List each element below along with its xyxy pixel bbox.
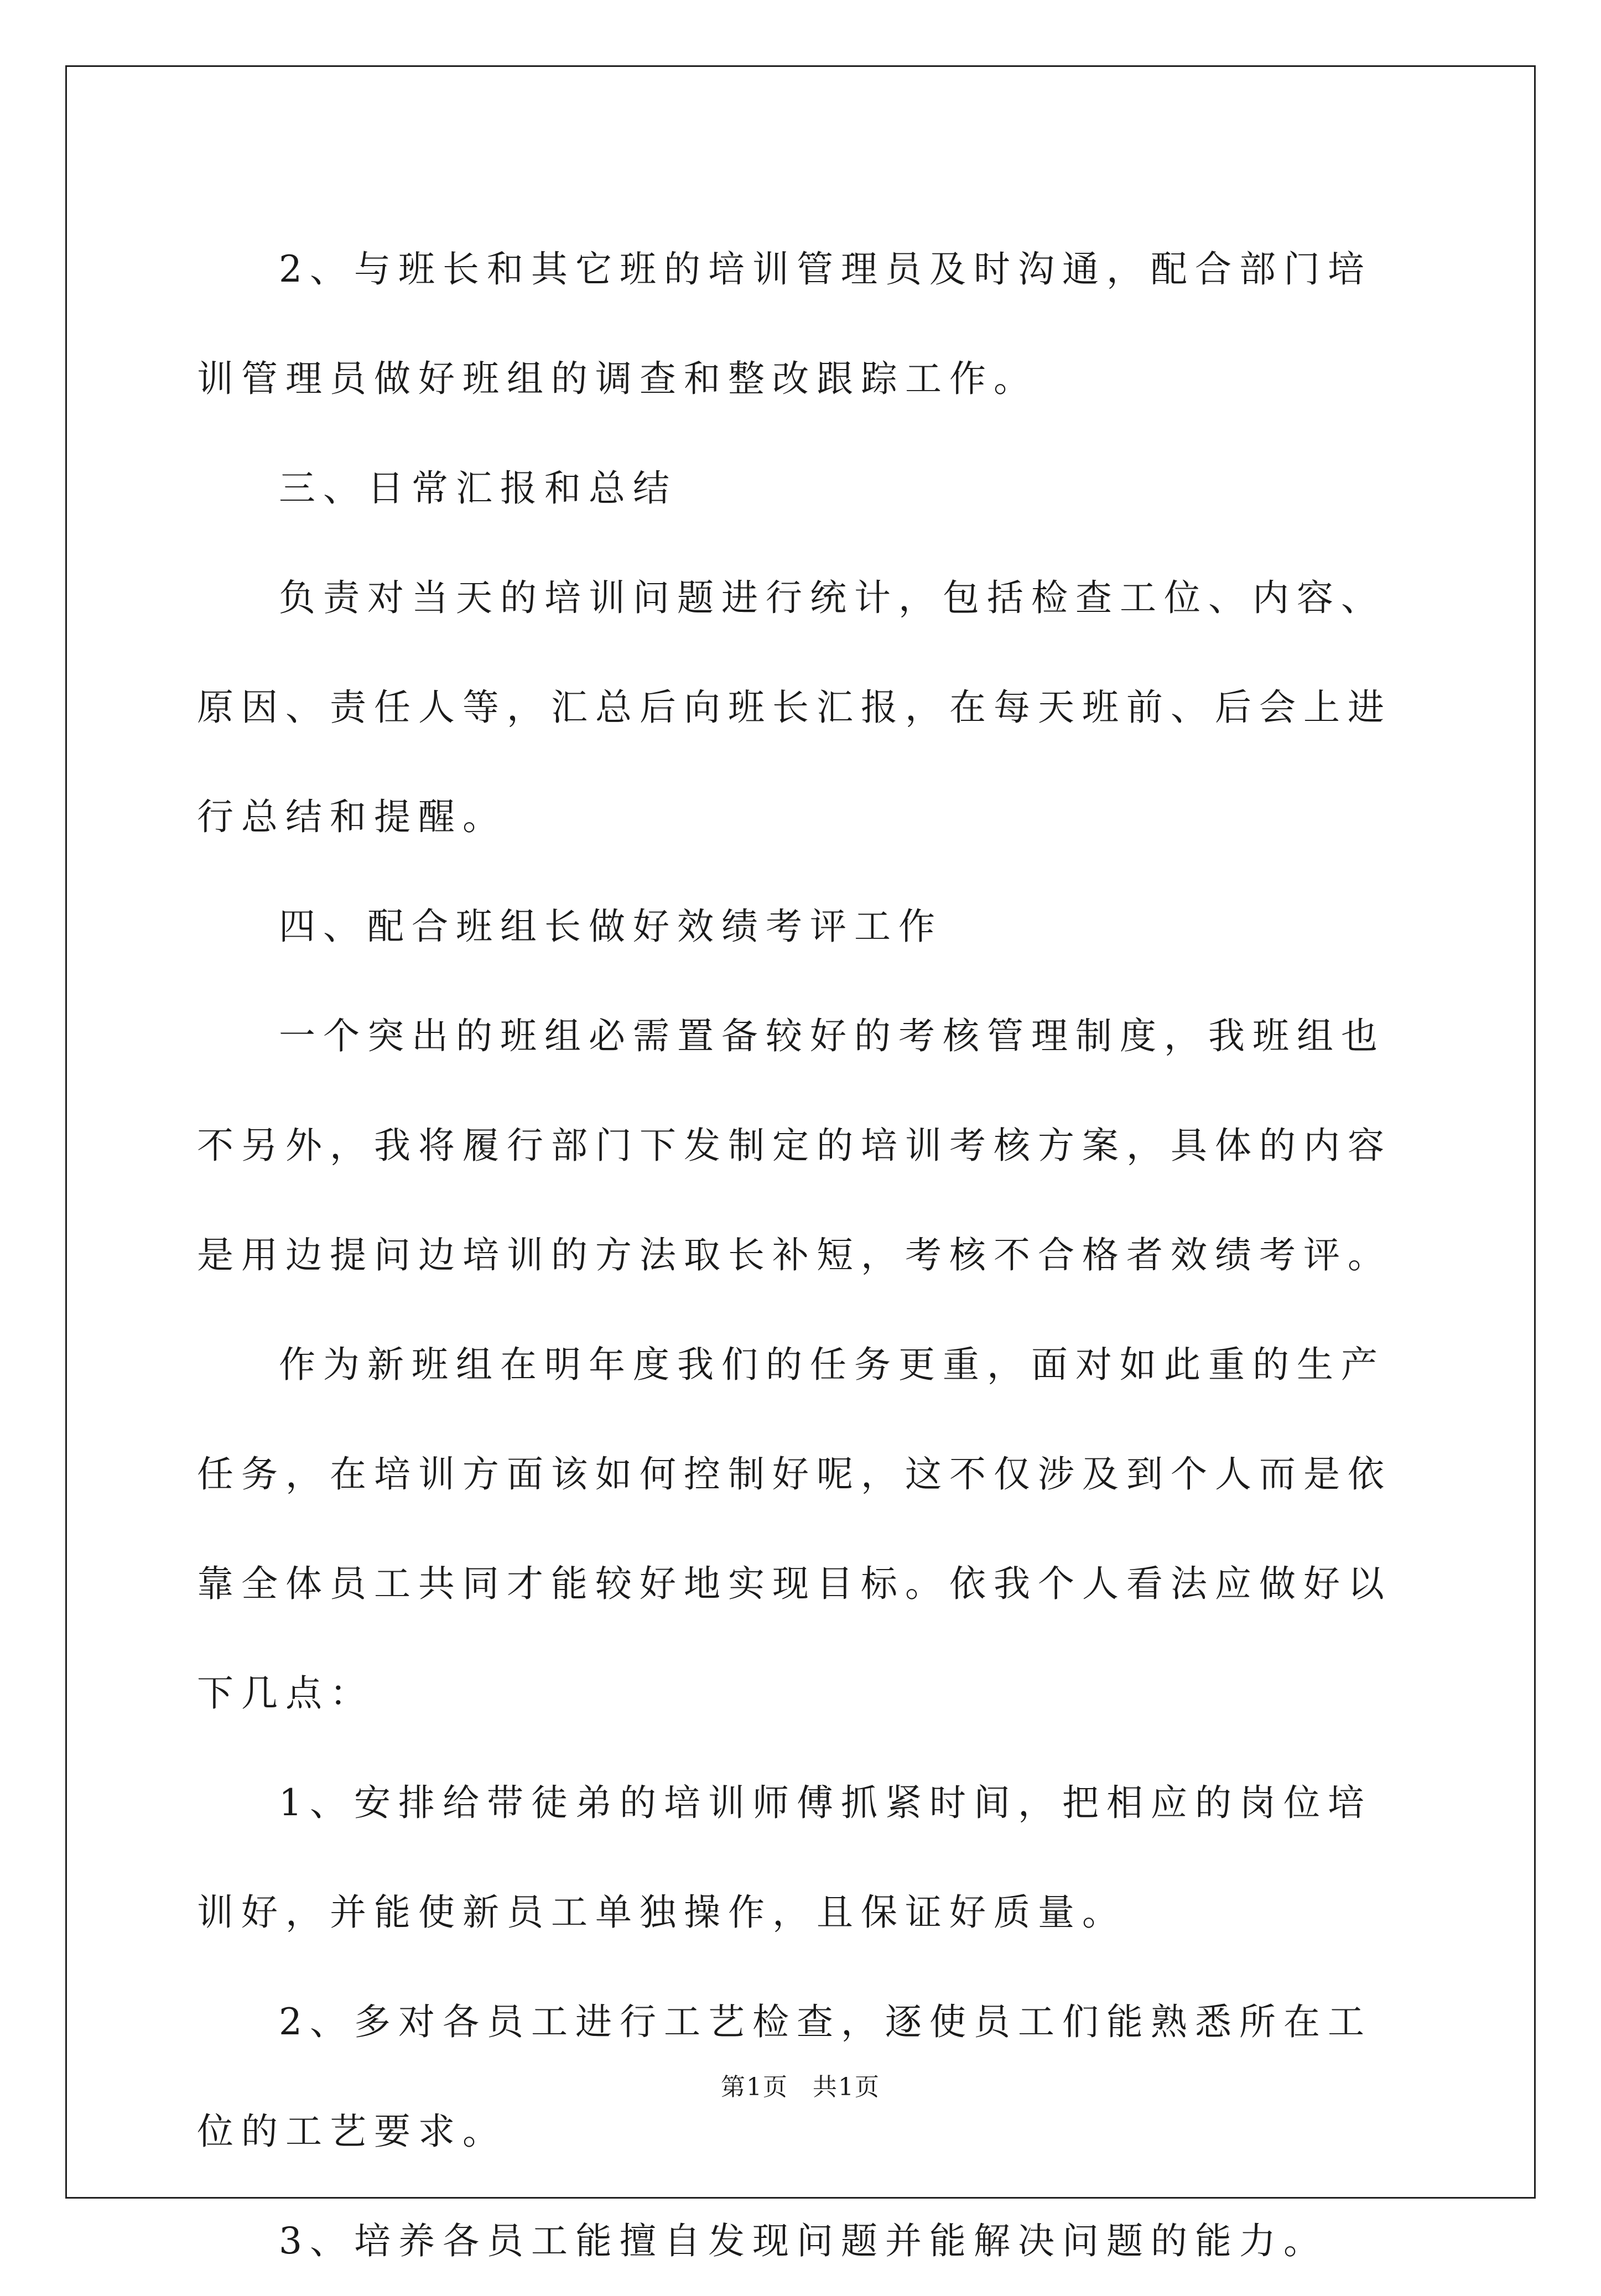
page-footer	[0, 2067, 1601, 2102]
list-item-2: 2、多对各员工进行工艺检查，逐使员工们能熟悉所在工位的工艺要求。	[197, 2001, 1372, 2153]
section-heading-3: 三、日常汇报和总结	[279, 467, 677, 510]
paragraph-6: 作为新班组在明年度我们的任务更重，面对如此重的生产任务，在培训方面该如何控制好呢，这不仅涉及到个人而是依靠全体员工共同才能较好地实现目标。依我个人看法应做好以下几点：	[197, 1343, 1392, 1715]
list-item-1: 1、安排给带徒弟的培训师傅抓紧时间，把相应的岗位培训好，并能使新员工单独操作，且保证好质量。	[197, 1781, 1372, 1934]
document-body	[197, 215, 1408, 2296]
section-heading-4: 四、配合班组长做好效绩考评工作	[279, 905, 943, 948]
paragraph-1: 2、与班长和其它班的培训管理员及时沟通，配合部门培训管理员做好班组的调查和整改跟踪工作。	[197, 248, 1372, 400]
page-number-current: 第1页	[721, 2073, 788, 2101]
paragraph-3: 负责对当天的培训问题进行统计，包括检查工位、内容、原因、责任人等，汇总后向班长汇报，在每天班前、后会上进行总结和提醒。	[197, 576, 1392, 838]
list-item-3: 3、培养各员工能擅自发现问题并能解决问题的能力。	[279, 2220, 1328, 2262]
page-number-total: 共1页	[813, 2073, 880, 2101]
paragraph-5: 一个突出的班组必需置备较好的考核管理制度，我班组也不另外，我将履行部门下发制定的培训考核方案，具体的内容是用边提问边培训的方法取长补短，考核不合格者效绩考评。	[197, 1015, 1392, 1276]
